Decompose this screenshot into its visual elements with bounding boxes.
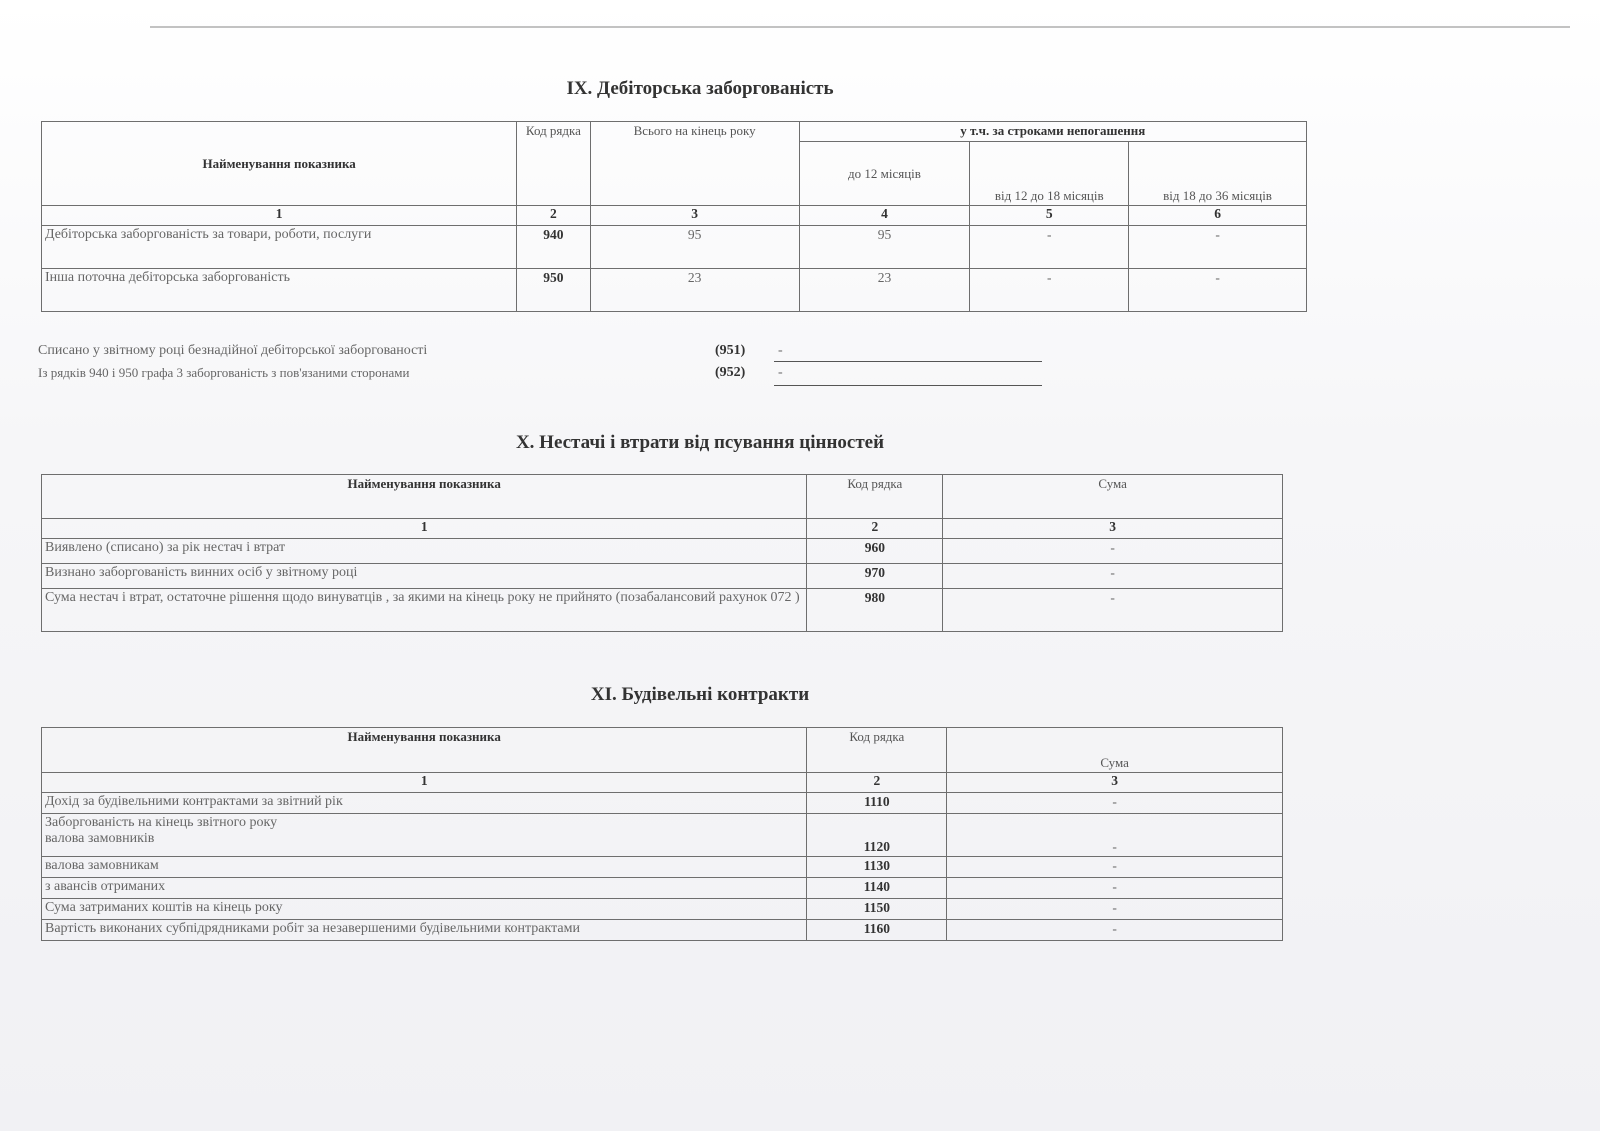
row-to-12-months: 23 (799, 269, 970, 312)
row-name: Виявлено (списано) за рік нестач і втрат (42, 539, 807, 564)
section-11-title: XI. Будівельні контракти (590, 684, 810, 705)
column-number: 2 (807, 773, 947, 793)
table-row (42, 589, 1283, 632)
note-related-parties-code: (952) (715, 365, 746, 380)
table-row (42, 857, 1283, 878)
row-name: валова замовникам (42, 857, 807, 878)
construction-contracts-table (41, 727, 1283, 941)
section-10-title: X. Нестачі і втрати від псування цінностей (515, 432, 885, 453)
header-18-36-months: від 18 до 36 місяців (1129, 142, 1307, 206)
table-row (42, 920, 1283, 941)
row-name: Дохід за будівельними контрактами за звітний рік (42, 793, 807, 814)
row-code: 980 (807, 589, 943, 632)
row-total: 95 (590, 226, 799, 269)
note-underline (774, 385, 1042, 386)
row-sum: - (947, 920, 1283, 941)
row-12-18-months: - (970, 226, 1129, 269)
row-code: 970 (807, 564, 943, 589)
header-name: Найменування показника (42, 122, 517, 206)
table-row (42, 539, 1283, 564)
column-number: 5 (970, 206, 1129, 226)
note-underline (774, 361, 1042, 362)
row-code: 1140 (807, 878, 947, 899)
note-written-off-value: - (778, 343, 783, 358)
header-to-12-months: до 12 місяців (799, 142, 970, 206)
row-code: 1110 (807, 793, 947, 814)
row-18-36-months: - (1129, 226, 1307, 269)
column-number: 3 (590, 206, 799, 226)
note-written-off: Списано у звітному році безнадійної дебіторської заборгованості (38, 343, 428, 358)
column-number: 3 (947, 773, 1283, 793)
row-name: Інша поточна дебіторська заборгованість (42, 269, 517, 312)
table-row (42, 226, 1307, 269)
row-name: з авансів отриманих (42, 878, 807, 899)
column-number: 2 (517, 206, 590, 226)
row-sum: - (947, 899, 1283, 920)
header-code: Код рядка (517, 122, 590, 206)
row-name: Визнано заборгованість винних осіб у звітному році (42, 564, 807, 589)
column-number: 1 (42, 519, 807, 539)
row-code: 950 (517, 269, 590, 312)
row-sum: - (943, 539, 1283, 564)
row-total: 23 (590, 269, 799, 312)
row-name-line: валова замовників (45, 831, 155, 846)
row-sum: - (947, 814, 1283, 857)
header-code: Код рядка (807, 475, 943, 519)
receivables-table (41, 121, 1307, 312)
table-row (42, 878, 1283, 899)
row-name: Сума нестач і втрат, остаточне рішення щодо винуватців , за якими на кінець року не прийнято (позабалансовий рахунок 072 ) (42, 589, 807, 632)
row-code: 960 (807, 539, 943, 564)
row-code: 1130 (807, 857, 947, 878)
column-number: 3 (943, 519, 1283, 539)
row-name: Сума затриманих коштів на кінець року (42, 899, 807, 920)
header-name: Найменування показника (42, 475, 807, 519)
scan-edge-line (150, 26, 1570, 28)
note-related-parties-value: - (778, 365, 783, 380)
row-sum: - (947, 793, 1283, 814)
header-sum: Сума (943, 475, 1283, 519)
column-numbers-row (42, 519, 1283, 539)
section-9-title: IX. Дебіторська заборгованість (566, 78, 834, 99)
table-row (42, 814, 1283, 857)
row-sum: - (943, 564, 1283, 589)
row-code: 1160 (807, 920, 947, 941)
row-name-line: Заборгованість на кінець звітного року (45, 815, 278, 830)
shortages-table (41, 474, 1283, 632)
note-written-off-code: (951) (715, 343, 746, 358)
header-name: Найменування показника (42, 728, 807, 773)
header-sum: Сума (947, 728, 1283, 773)
column-number: 1 (42, 206, 517, 226)
header-code: Код рядка (807, 728, 947, 773)
table-row (42, 269, 1307, 312)
row-sum: - (943, 589, 1283, 632)
row-code: 1120 (807, 814, 947, 857)
row-name: Вартість виконаних субпідрядниками робіт за незавершеними будівельними контрактами (42, 920, 807, 941)
table-row (42, 793, 1283, 814)
row-code: 1150 (807, 899, 947, 920)
header-total: Всього на кінець року (590, 122, 799, 206)
row-sum: - (947, 878, 1283, 899)
column-numbers-row (42, 206, 1307, 226)
row-code: 940 (517, 226, 590, 269)
table-row (42, 899, 1283, 920)
note-related-parties: Із рядків 940 і 950 графа 3 заборгованість з пов'язаними сторонами (38, 365, 410, 380)
column-number: 1 (42, 773, 807, 793)
row-to-12-months: 95 (799, 226, 970, 269)
column-numbers-row (42, 773, 1283, 793)
row-name (42, 814, 807, 857)
column-number: 4 (799, 206, 970, 226)
row-12-18-months: - (970, 269, 1129, 312)
table-row (42, 564, 1283, 589)
row-name: Дебіторська заборгованість за товари, роботи, послуги (42, 226, 517, 269)
column-number: 6 (1129, 206, 1307, 226)
header-maturity-group: у т.ч. за строками непогашення (799, 122, 1306, 142)
row-sum: - (947, 857, 1283, 878)
row-18-36-months: - (1129, 269, 1307, 312)
header-12-18-months: від 12 до 18 місяців (970, 142, 1129, 206)
column-number: 2 (807, 519, 943, 539)
